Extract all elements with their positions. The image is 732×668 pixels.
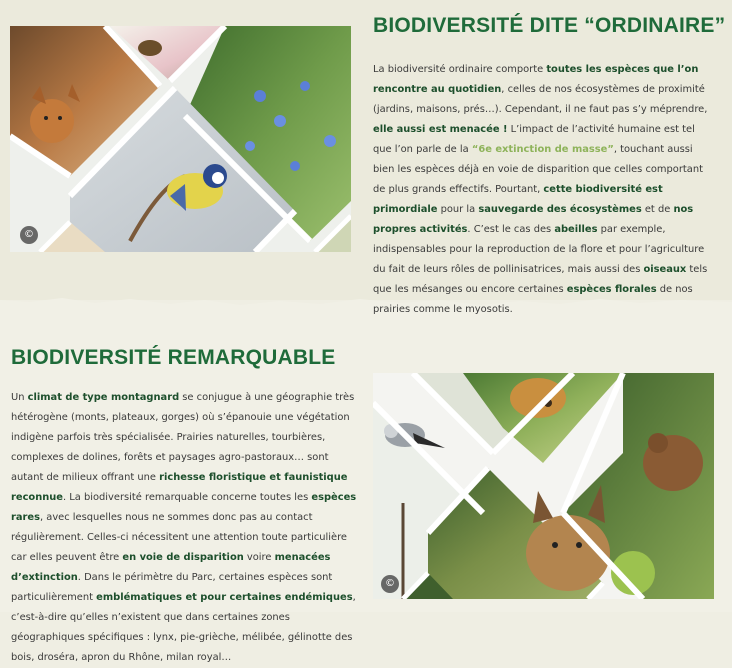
body-text: se conjugue à une géographie très hétérogène (monts, plateaux, gorges) où s’épanouie une végétation indigène parfois très spécialisée. Prairies naturelles, tourbières, complexes de dolines, forêts et paysages agro-pastoraux… sont autant de milieux offrant une	[11, 392, 355, 483]
body-text: voire	[243, 552, 275, 563]
emphasis-text: oiseaux	[643, 264, 687, 275]
photo-collage	[373, 373, 714, 599]
emphasis-text: richesse floristique et faunistique reconnue	[11, 472, 348, 503]
body-text: La biodiversité ordinaire comporte	[373, 64, 547, 75]
body-text: tels que les mésanges ou encore certaines	[373, 264, 708, 295]
emphasis-text: emblématiques et pour certaines endémiques	[96, 592, 353, 603]
photo-collage	[10, 26, 351, 252]
body-text: de nos prairies comme le myosotis.	[373, 284, 693, 315]
body-text: L’impact de l’activité humaine est tel que l’on parle de la	[373, 124, 695, 155]
body-text: pour la	[437, 204, 479, 215]
emphasis-text: espèces rares	[11, 492, 357, 523]
section-text-ordinaire	[373, 60, 713, 320]
emphasis-text: menacées d’extinction	[11, 552, 331, 583]
emphasis-text: espèces florales	[566, 284, 657, 295]
emphasis-text: abeilles	[554, 224, 598, 235]
body-text: . Dans le périmètre du Parc, certaines espèces sont particulièrement	[11, 572, 333, 603]
emphasis-text: elle aussi est menacée !	[373, 124, 508, 135]
highlight-text: “6e extinction de masse”	[471, 144, 614, 155]
body-text: , c’est-à-dire qu’elles n’existent que dans certaines zones géographiques spécifiques : lynx, pie-grièche, mélibée, gélinotte des bois, droséra, apron du Rhône, milan royal…	[11, 592, 356, 663]
emphasis-text: cette biodiversité est primordiale	[373, 184, 663, 215]
body-text: Un	[11, 392, 28, 403]
body-text: , avec lesquelles nous ne sommes donc pas au contact régulièrement. Celles-ci nécessitent une attention toute particulière car elles peuvent être	[11, 512, 348, 563]
body-text: , touchant aussi bien les espèces déjà en voie de disparition que celles comportant de plus grands effectifs. Pourtant,	[373, 144, 703, 195]
ordinary-biodiversity-photo-mosaic	[10, 26, 351, 252]
body-text: . La biodiversité remarquable concerne toutes les	[63, 492, 312, 503]
emphasis-text: nos propres activités	[373, 204, 694, 235]
section-title-ordinaire: BIODIVERSITÉ DITE “ORDINAIRE”	[373, 14, 726, 37]
body-text: , celles de nos écosystèmes de proximité (jardins, maisons, prés…). Cependant, il ne faut pas s’y méprendre,	[373, 84, 708, 115]
section-title-remarquable: BIODIVERSITÉ REMARQUABLE	[11, 346, 336, 369]
body-text: par exemple, indispensables pour la reproduction de la flore et pour l’agriculture du fait de leurs rôles de pollinisatrices, mais aussi des	[373, 224, 705, 275]
emphasis-text: sauvegarde des écosystèmes	[478, 204, 642, 215]
emphasis-text: climat de type montagnard	[27, 392, 180, 403]
body-text: et de	[641, 204, 674, 215]
remarkable-biodiversity-photo-mosaic	[373, 373, 714, 599]
emphasis-text: toutes les espèces que l’on rencontre au quotidien	[373, 64, 699, 95]
body-text: . C’est le cas des	[467, 224, 555, 235]
copyright-icon[interactable]: ©	[381, 575, 399, 593]
emphasis-text: en voie de disparition	[122, 552, 244, 563]
copyright-icon[interactable]: ©	[20, 226, 38, 244]
section-text-remarquable	[11, 388, 363, 668]
